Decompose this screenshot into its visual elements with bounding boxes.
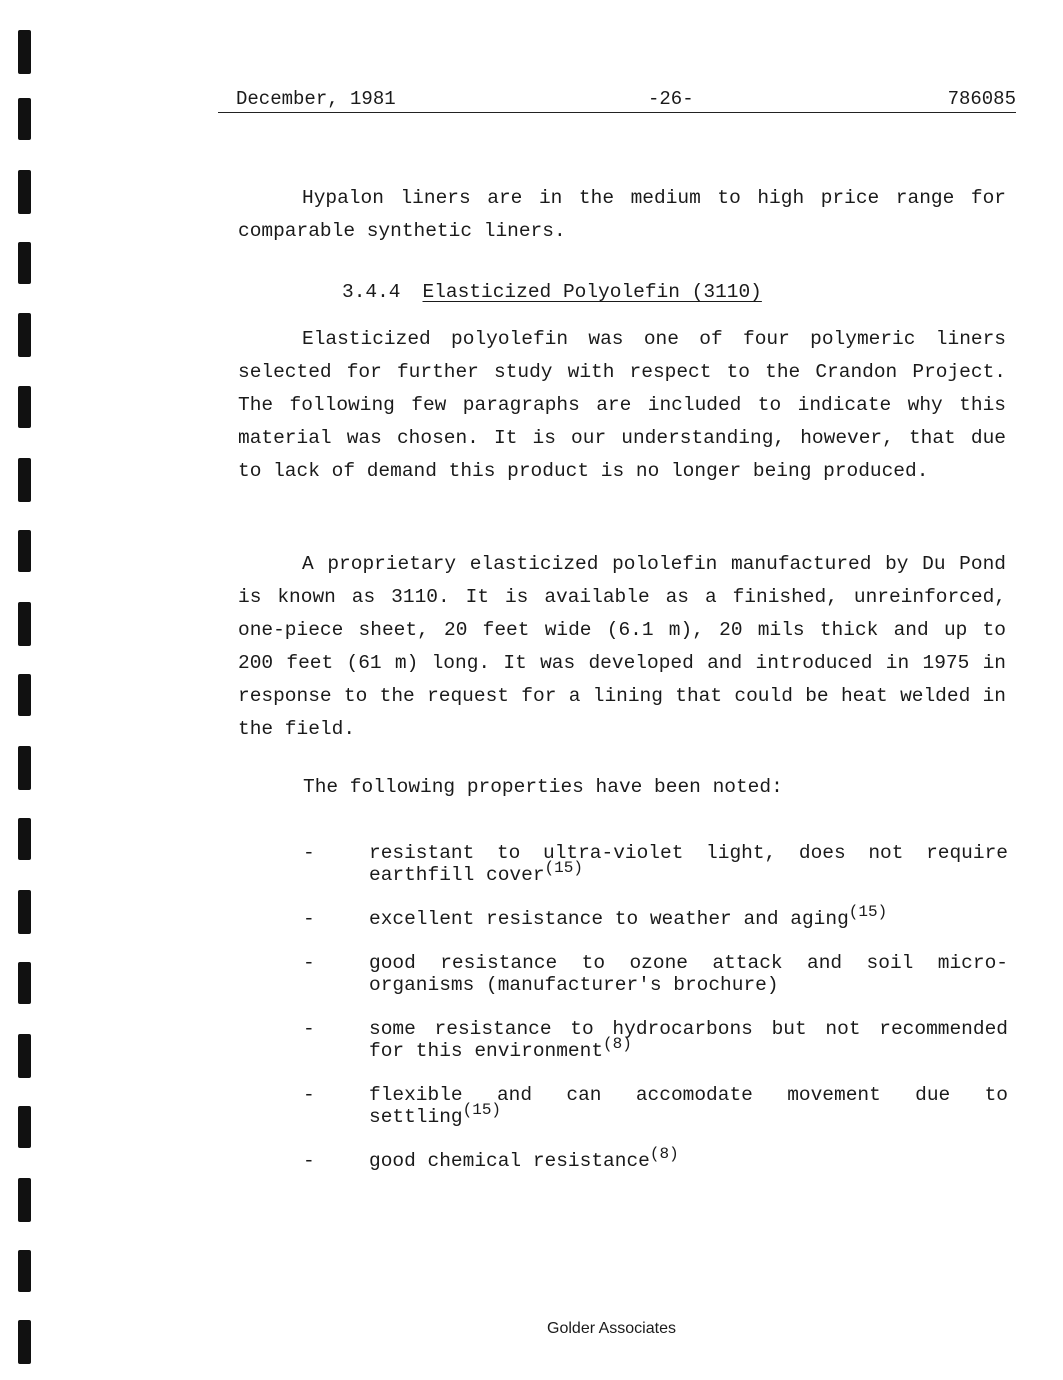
bullet-dash: - (303, 842, 315, 864)
reference-marker: (15) (848, 903, 888, 921)
list-item (303, 1145, 1008, 1172)
header-document-number: 786085 (947, 88, 1016, 110)
section-heading (342, 281, 762, 303)
bullet-dash: - (303, 1084, 315, 1106)
properties-list (303, 842, 1008, 1194)
bullet-dash: - (303, 952, 315, 974)
reference-marker: (15) (462, 1101, 502, 1119)
list-item (303, 1018, 1008, 1062)
paragraph-hypalon: Hypalon liners are in the medium to high price range for comparable synthetic liners. (238, 187, 1006, 242)
list-item (303, 1084, 1008, 1128)
property-text: excellent resistance to weather and aging (369, 908, 849, 930)
list-item (303, 842, 1008, 886)
section-number: 3.4.4 (342, 281, 401, 303)
property-text: good resistance to ozone attack and soil micro-organisms (manufacturer's brochure) (369, 952, 1008, 996)
list-item (303, 903, 1008, 930)
header-page-number: -26- (648, 88, 694, 110)
property-text: flexible and can accomodate movement due to settling (369, 1084, 1008, 1128)
bullet-dash: - (303, 1150, 315, 1172)
page-header (218, 86, 1016, 113)
bullet-dash: - (303, 1018, 315, 1040)
footer-company: Golder Associates (547, 1320, 676, 1337)
reference-marker: (8) (649, 1145, 679, 1163)
property-text: resistant to ultra-violet light, does not require earthfill cover (369, 842, 1008, 886)
paragraph-polyolefin-intro: Elasticized polyolefin was one of four polymeric liners selected for further study with respect to the Crandon Project. The following few paragraphs are included to indicate why this material was chosen. It is our understanding, however, that due to lack of demand this product is no longer being produced. (238, 328, 1006, 482)
header-date: December, 1981 (236, 88, 396, 110)
bullet-dash: - (303, 908, 315, 930)
reference-marker: (15) (544, 859, 583, 877)
property-text: some resistance to hydrocarbons but not recommended for this environment (369, 1018, 1008, 1062)
section-title: Elasticized Polyolefin (3110) (422, 281, 762, 303)
property-text: good chemical resistance (369, 1150, 650, 1172)
paragraph-3110-description: A proprietary elasticized pololefin manufactured by Du Pond is known as 3110. It is available as a finished, unreinforced, one-piece sheet, 20 feet wide (6.1 m), 20 mils thick and up to 200 feet (61 m) long. It was developed and introduced in 1975 in response to the request for a lining that could be heat welded in the field. (238, 553, 1006, 740)
reference-marker: (8) (603, 1035, 632, 1053)
properties-intro: The following properties have been noted: (303, 776, 783, 798)
list-item (303, 952, 1008, 996)
